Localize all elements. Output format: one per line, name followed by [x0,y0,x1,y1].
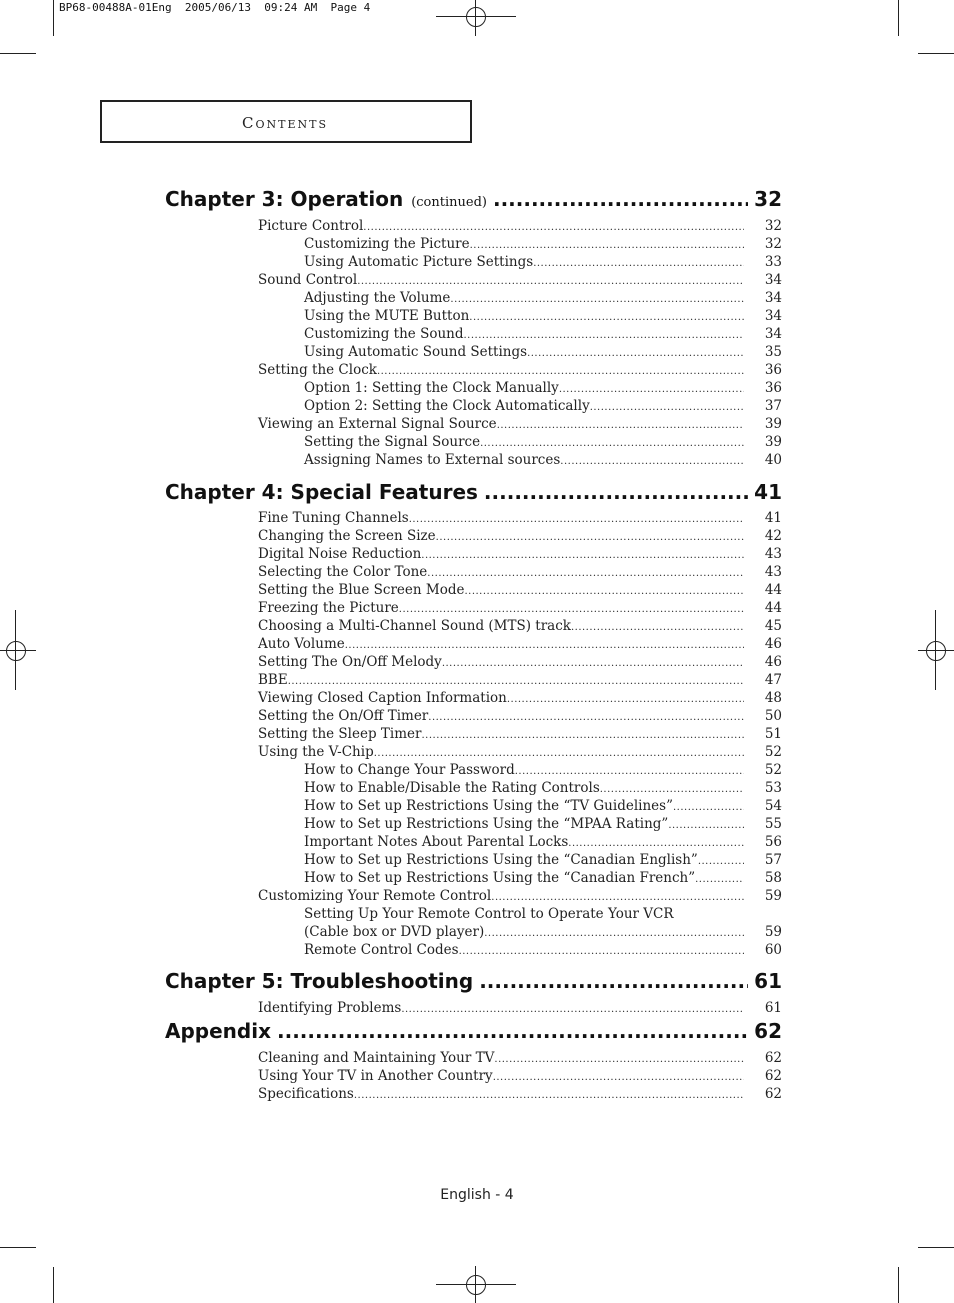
toc-entry[interactable] [304,397,782,415]
toc-entry-label: Picture Control [258,218,364,234]
toc-entry-label: How to Set up Restrictions Using the “MPAA Rating” [304,816,669,832]
toc-entry[interactable] [258,617,782,635]
toc-entry-label: Sound Control [258,272,358,288]
dot-leader [493,187,748,211]
toc-page-number: 50 [764,708,782,724]
toc-entry[interactable] [304,433,782,451]
toc-page-number: 39 [764,416,782,432]
toc-entry[interactable] [258,671,782,689]
toc-page-number: 60 [764,942,782,958]
toc-entry[interactable] [304,451,782,469]
toc-entry-label: Adjusting the Volume [304,290,451,306]
toc-page-number: 34 [764,290,782,306]
toc-entry[interactable] [258,689,782,707]
toc-entry-label: Selecting the Color Tone [258,564,428,580]
chapter-page-number: 32 [754,187,782,211]
dot-leader [459,943,744,961]
toc-page-number: 34 [764,272,782,288]
toc-page-number: 32 [764,218,782,234]
toc-entry-label: Using Automatic Sound Settings [304,344,528,360]
dot-leader [484,480,748,504]
toc-page-number: 52 [764,744,782,760]
toc-entry[interactable] [304,869,782,887]
toc-entry[interactable] [304,235,782,253]
toc-page-number: 59 [764,924,782,940]
toc-entry-label: Digital Noise Reduction [258,546,422,562]
toc-entry-label: Setting The On/Off Melody [258,654,442,670]
toc-page-number: 42 [764,528,782,544]
chapter-heading [165,969,782,997]
toc-entry[interactable] [258,545,782,563]
toc-entry[interactable] [258,361,782,379]
chapter-title: Appendix [165,1019,271,1043]
chapter-page-number: 62 [754,1019,782,1043]
toc-entry[interactable] [304,905,744,923]
toc-entry[interactable] [258,271,782,289]
toc-entry-label: Changing the Screen Size [258,528,436,544]
toc-entry[interactable] [304,923,782,941]
dot-leader [479,969,748,993]
section-title: Contents [242,114,328,132]
toc-entry[interactable] [258,999,782,1017]
toc-entry[interactable] [258,743,782,761]
toc-entry[interactable] [304,815,782,833]
toc-page-number: 41 [764,510,782,526]
toc-entry[interactable] [258,1049,782,1067]
toc-entry-label: Using Automatic Picture Settings [304,254,534,270]
toc-page-number: 62 [764,1086,782,1102]
toc-page-number: 43 [764,564,782,580]
toc-entry-label: Freezing the Picture [258,600,399,616]
toc-entry-label: Customizing the Sound [304,326,464,342]
toc-entry[interactable] [304,289,782,307]
toc-entry[interactable] [258,1067,782,1085]
toc-entry[interactable] [258,707,782,725]
toc-entry-label: Viewing an External Signal Source [258,416,497,432]
toc-entry[interactable] [258,653,782,671]
toc-entry-label: Fine Tuning Channels [258,510,409,526]
toc-page-number: 37 [764,398,782,414]
toc-entry[interactable] [304,253,782,271]
toc-entry[interactable] [258,415,782,433]
toc-page-number: 34 [764,326,782,342]
chapter-heading [165,187,782,215]
toc-entry[interactable] [304,761,782,779]
toc-page-number: 58 [764,870,782,886]
toc-page-number: 48 [764,690,782,706]
toc-entry-label: How to Set up Restrictions Using the “TV Guidelines” [304,798,673,814]
print-header: BP68-00488A-01Eng 2005/06/13 09:24 AM Page 4 [59,1,371,14]
dot-leader [560,453,744,471]
toc-entry[interactable] [258,563,782,581]
toc-entry-label: Auto Volume [258,636,345,652]
toc-page-number: 55 [764,816,782,832]
dot-leader [354,1087,744,1105]
toc-entry-label: Customizing the Picture [304,236,470,252]
toc-entry[interactable] [304,343,782,361]
toc-page-number: 53 [764,780,782,796]
toc-entry[interactable] [304,797,782,815]
chapter-title: Chapter 3: Operation [165,187,404,211]
dot-leader [401,1001,744,1019]
toc-page-number: 35 [764,344,782,360]
toc-entry-label: Specifications [258,1086,354,1102]
toc-entry[interactable] [258,887,782,905]
toc-entry-label: Important Notes About Parental Locks [304,834,569,850]
toc-page-number: 46 [764,636,782,652]
chapter-note: (continued) [411,195,487,210]
dot-leader [277,1019,748,1043]
toc-entry-label: Setting the Signal Source [304,434,481,450]
contents-header-box [100,100,472,143]
toc-entry[interactable] [258,217,782,235]
page-footer: English - 4 [440,1187,514,1203]
chapter-heading [165,480,782,508]
toc-page-number: 43 [764,546,782,562]
toc-entry-label: How to Change Your Password [304,762,515,778]
chapter-page-number: 61 [754,969,782,993]
toc-entry[interactable] [258,599,782,617]
toc-entry[interactable] [258,1085,782,1103]
toc-page-number: 59 [764,888,782,904]
toc-page-number: 40 [764,452,782,468]
toc-entry[interactable] [304,941,782,959]
toc-entry-label: Cleaning and Maintaining Your TV [258,1050,495,1066]
toc-page-number: 51 [764,726,782,742]
toc-entry[interactable] [304,307,782,325]
toc-page-number: 44 [764,582,782,598]
chapter-title: Chapter 5: Troubleshooting [165,969,474,993]
toc-page-number: 56 [764,834,782,850]
toc-entry[interactable] [258,725,782,743]
toc-page-number: 45 [764,618,782,634]
toc-entry-label: (Cable box or DVD player) [304,924,485,940]
toc-page-number: 32 [764,236,782,252]
toc-entry[interactable] [304,325,782,343]
toc-page-number: 33 [764,254,782,270]
toc-entry-label: Option 2: Setting the Clock Automatically [304,398,590,414]
toc-page-number: 34 [764,308,782,324]
toc-page-number: 36 [764,380,782,396]
toc-entry-label: How to Enable/Disable the Rating Controls [304,780,600,796]
toc-page-number: 44 [764,600,782,616]
toc-page-number: 47 [764,672,782,688]
toc-entry-label: How to Set up Restrictions Using the “Canadian English” [304,852,698,868]
toc-entry-label: Using the MUTE Button [304,308,470,324]
toc-entry[interactable] [258,581,782,599]
toc-page-number: 52 [764,762,782,778]
toc-entry-label: Remote Control Codes [304,942,459,958]
chapter-title: Chapter 4: Special Features [165,480,478,504]
toc-entry-label: BBE [258,672,288,688]
toc-entry-label: Setting Up Your Remote Control to Operate Your VCR [304,906,674,922]
toc-entry[interactable] [304,779,782,797]
toc-entry-label: Viewing Closed Caption Information [258,690,507,706]
toc-entry[interactable] [304,851,782,869]
toc-page-number: 36 [764,362,782,378]
toc-page-number: 54 [764,798,782,814]
toc-entry[interactable] [258,635,782,653]
toc-page-number: 57 [764,852,782,868]
toc-entry-label: Setting the On/Off Timer [258,708,429,724]
toc-entry[interactable] [304,833,782,851]
toc-entry[interactable] [258,509,782,527]
toc-entry-label: How to Set up Restrictions Using the “Canadian French” [304,870,696,886]
toc-entry-label: Using the V-Chip [258,744,374,760]
toc-page-number: 62 [764,1050,782,1066]
toc-entry-label: Setting the Blue Screen Mode [258,582,465,598]
toc-entry-label: Option 1: Setting the Clock Manually [304,380,559,396]
toc-entry-label: Using Your TV in Another Country [258,1068,493,1084]
toc-entry-label: Identifying Problems [258,1000,402,1016]
toc-page-number: 39 [764,434,782,450]
toc-entry-label: Assigning Names to External sources [304,452,561,468]
toc-entry[interactable] [304,379,782,397]
chapter-heading [165,1019,782,1047]
toc-page-number: 62 [764,1068,782,1084]
toc-entry-label: Choosing a Multi-Channel Sound (MTS) track [258,618,571,634]
chapter-page-number: 41 [754,480,782,504]
toc-entry-label: Setting the Sleep Timer [258,726,422,742]
toc-entry[interactable] [258,527,782,545]
toc-page-number: 61 [764,1000,782,1016]
toc-entry-label: Customizing Your Remote Control [258,888,492,904]
toc-page-number: 46 [764,654,782,670]
toc-entry-label: Setting the Clock [258,362,377,378]
